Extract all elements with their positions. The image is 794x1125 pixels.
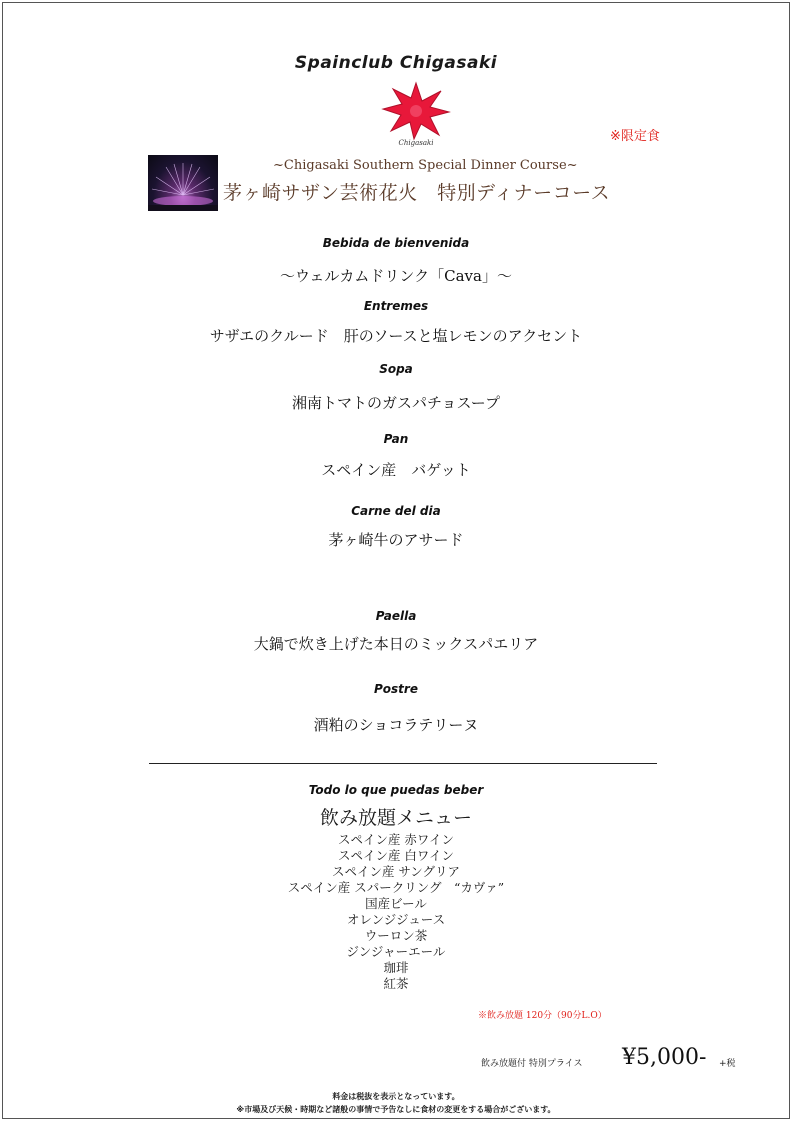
drink-item: スペイン産 赤ワイン — [337, 832, 455, 847]
dish-item: 湘南トマトのガスパチョスープ — [291, 394, 501, 412]
logo-subtext: Chigasaki — [398, 139, 434, 147]
dish-item: 大鍋で炊き上げた本日のミックスパエリア — [253, 635, 539, 653]
menu-page — [2, 2, 790, 1119]
drink-item: スペイン産 スパークリング “カヴァ” — [287, 880, 505, 895]
section-heading: Sopa — [379, 362, 413, 376]
logo-star-icon — [381, 81, 451, 141]
fireworks-photo-icon — [148, 155, 218, 211]
dish-item: サザエのクルード 肝のソースと塩レモンのアクセント — [209, 327, 583, 345]
drink-item: 紅茶 — [383, 976, 409, 991]
drink-item: スペイン産 白ワイン — [337, 848, 455, 863]
drinks-list — [3, 832, 789, 992]
dish-item: スペイン産 バゲット — [321, 461, 471, 479]
section-heading: Carne del dia — [351, 504, 441, 518]
section-heading: Bebida de bienvenida — [322, 236, 470, 250]
tax-note: +税 — [719, 1059, 736, 1069]
course-title-ja: 茅ヶ崎サザン芸術花火 特別ディナーコース — [223, 182, 611, 204]
dish-item: 酒粕のショコラテリーヌ — [313, 716, 479, 734]
dish-item: ～ウェルカムドリンク「Cava」～ — [280, 267, 512, 285]
spainclub-logo-icon — [381, 81, 451, 153]
drinks-section-heading: Todo lo que puedas beber — [308, 783, 484, 797]
dish-item: 茅ヶ崎牛のアサード — [328, 531, 464, 549]
drink-item: 国産ビール — [365, 896, 427, 911]
drink-item: ジンジャーエール — [346, 944, 446, 959]
brand-title: Spainclub Chigasaki — [294, 53, 498, 73]
section-heading: Paella — [375, 609, 417, 623]
drinks-time-note: ※飲み放題 120分（90分L.O） — [478, 1011, 607, 1021]
section-heading: Postre — [374, 682, 418, 696]
course-title-en: ~Chigasaki Southern Special Dinner Course~ — [273, 158, 578, 173]
section-heading: Pan — [383, 432, 409, 446]
footer-tax-notice: 料金は税抜を表示となっています。 — [332, 1092, 460, 1101]
price-label: 飲み放題付 特別プライス — [481, 1059, 583, 1069]
price-value: ¥5,000- — [622, 1045, 707, 1070]
section-heading: Entremes — [363, 299, 429, 313]
divider-line — [149, 763, 657, 764]
drinks-title: 飲み放題メニュー — [319, 807, 472, 829]
drink-item: 珈琲 — [383, 960, 409, 975]
limited-note: ※限定食 — [610, 129, 660, 144]
drink-item: ウーロン茶 — [364, 928, 428, 943]
drink-item: スペイン産 サングリア — [331, 864, 461, 879]
footer-ingredient-notice: ※市場及び天候・時期など諸般の事情で予告なしに食材の変更をする場合がございます。 — [236, 1105, 556, 1114]
drink-item: オレンジジュース — [346, 912, 446, 927]
